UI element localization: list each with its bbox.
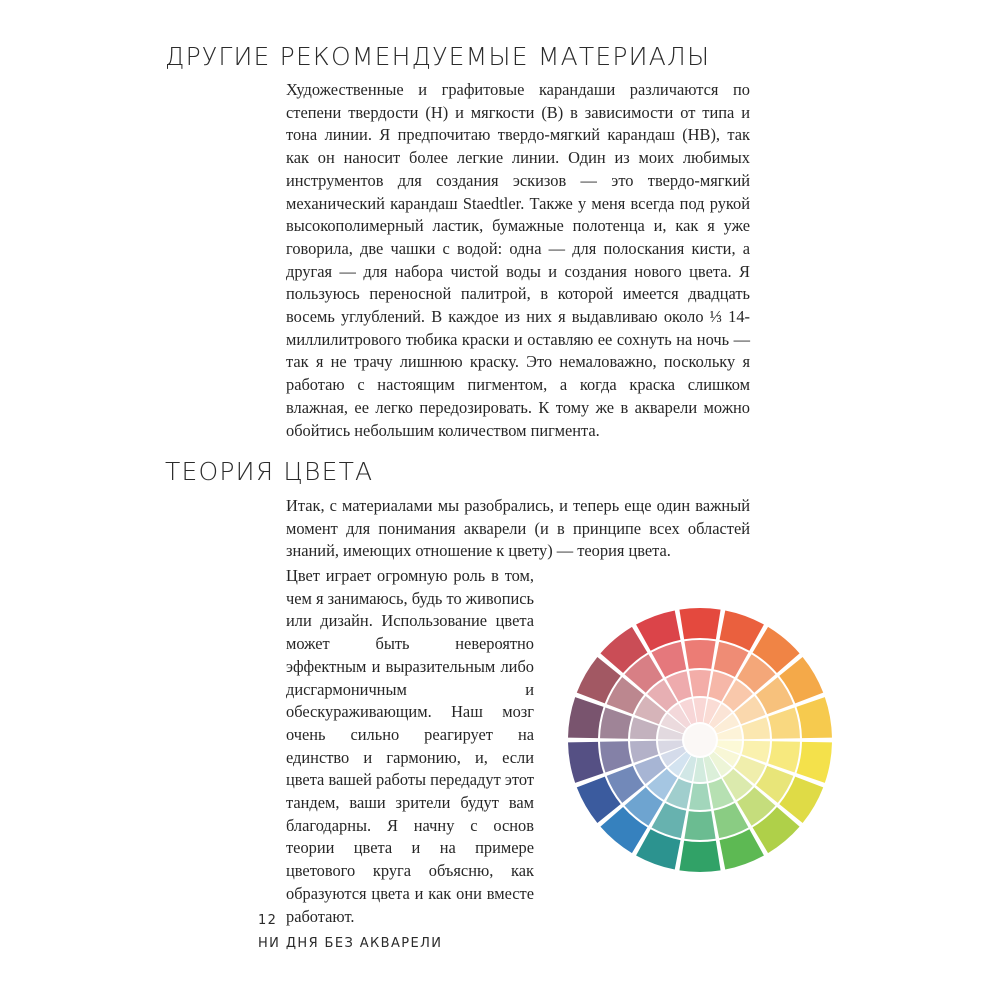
color-theory-body-paragraph: Цвет играет огромную роль в том, чем я занимаюсь, будь то живопись или дизайн. Использование цвета может быть невероятно эффектным и выразительным либо дисгармоничным и обескураживающим. Наш мозг очень сильно реагирует на единство и гармонию, и, если цвета вашей работы передадут этот тандем, ваши зрители будут вам благодарны. Я начну с основ теории цвета и на примере цветового круга объясню, как образуются цвета и как они вместе работают. <box>286 566 534 926</box>
color-wheel-segment <box>600 741 632 772</box>
color-wheel-segment <box>689 670 711 697</box>
color-wheel-segment <box>768 707 800 738</box>
color-wheel-segment <box>568 742 604 783</box>
color-wheel-segment <box>684 640 715 669</box>
color-wheel-segment <box>568 697 604 738</box>
color-wheel-segment <box>796 742 832 783</box>
color-wheel-segment <box>796 697 832 738</box>
color-wheel-segment <box>689 783 711 810</box>
color-wheel-segment <box>684 811 715 840</box>
color-wheel-segment <box>768 741 800 772</box>
color-wheel-segment <box>600 707 632 738</box>
color-theory-intro-paragraph: Итак, с материалами мы разобрались, и теперь еще один важный момент для понимания акварели (и в принципе всех областей знаний, имеющих отношение к цвету) — теория цвета. <box>286 496 750 561</box>
color-wheel-segment <box>679 608 720 639</box>
color-wheel-image <box>560 600 840 880</box>
page-number: 12 <box>258 913 278 928</box>
section-heading-materials: ДРУГИЕ РЕКОМЕНДУЕМЫЕ МАТЕРИАЛЫ <box>165 42 711 71</box>
color-wheel-segment <box>679 841 720 872</box>
section-heading-color-theory: ТЕОРИЯ ЦВЕТА <box>165 457 374 486</box>
materials-paragraph: Художественные и графитовые карандаши различаются по степени твердости (H) и мягкости (B) в зависимости от типа и тона линии. Я предпочитаю твердо-мягкий карандаш (HB), так как он наносит более легкие линии. Один из моих любимых инструментов для создания эскизов — это твердо-мягкий механический карандаш Staedtler. Также у меня всегда под рукой высокополимерный ластик, бумажные полотенца и, как я уже говорила, две чашки с водой: одна — для полоскания кисти, а другая — для набора чистой воды и создания нового цвета. Я пользуюсь переносной палитрой, в которой имеется двадцать восемь углублений. В каждое из них я выдавливаю около ⅓ 14-миллилитрового тюбика краски и оставляю ее сохнуть на ночь — так я не трачу лишнюю краску. Это немаловажно, поскольку я работаю с настоящим пигментом, а когда краска слишком влажная, ее легко передозировать. К тому же в акварели можно обойтись небольшим количеством пигмента. <box>286 80 750 440</box>
book-title-footer: НИ ДНЯ БЕЗ АКВАРЕЛИ <box>258 936 443 951</box>
color-wheel-center <box>684 724 716 756</box>
